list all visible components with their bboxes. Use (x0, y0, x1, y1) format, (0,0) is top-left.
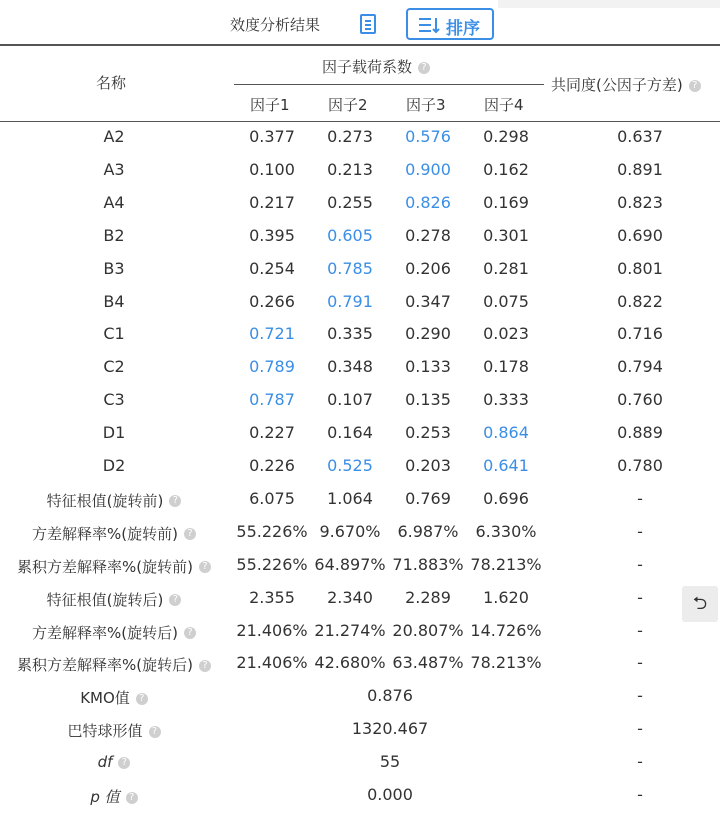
row-name: A2 (103, 127, 125, 146)
stat-value: 20.807% (392, 620, 464, 640)
help-icon[interactable]: ? (169, 495, 181, 507)
help-icon[interactable]: ? (199, 561, 211, 573)
communality-value: - (637, 620, 643, 640)
row-name: B3 (103, 258, 125, 278)
header-factor-2: 因子2 (328, 96, 368, 114)
table-row (0, 256, 720, 289)
stat-value: 6.075 (249, 488, 295, 508)
header-factor-4: 因子4 (484, 96, 524, 114)
loading-value: 0.290 (405, 324, 451, 344)
toolbar (0, 0, 720, 46)
communality-value: 0.801 (617, 258, 663, 278)
loading-value: 0.227 (249, 423, 295, 443)
loading-value: 0.178 (483, 357, 529, 377)
help-icon[interactable]: ? (184, 528, 196, 540)
table-row (0, 420, 720, 453)
table-row (0, 552, 720, 585)
communality-value: 0.891 (617, 159, 663, 179)
table-row (0, 289, 720, 322)
row-name: C3 (103, 390, 125, 410)
communality-value: 0.822 (617, 291, 663, 311)
table-row (0, 749, 720, 782)
header-name: 名称 (96, 74, 127, 92)
help-icon[interactable]: ? (126, 792, 138, 804)
stat-value: 71.883% (392, 554, 464, 574)
help-icon[interactable]: ? (136, 693, 148, 705)
table-row (0, 124, 720, 157)
stat-value: 42.680% (314, 653, 386, 673)
table-row (0, 190, 720, 223)
row-name-label: 特征根值(旋转前) (46, 491, 164, 510)
table-row (0, 321, 720, 354)
communality-value: - (637, 521, 643, 541)
loading-value: 0.254 (249, 258, 295, 278)
sort-label: 排序 (446, 19, 480, 39)
communality-value: - (637, 488, 643, 508)
help-icon[interactable]: ? (169, 594, 181, 606)
communality-value: 0.760 (617, 390, 663, 410)
loading-value: 0.075 (483, 291, 529, 311)
row-name-label: 累积方差解释率%(旋转后) (17, 656, 193, 675)
loading-value: 0.217 (249, 192, 295, 212)
table-row (0, 585, 720, 618)
table-row (0, 618, 720, 651)
communality-value: 0.780 (617, 456, 663, 475)
row-name-label: df (97, 753, 113, 772)
help-icon[interactable]: ? (149, 726, 161, 738)
row-name (0, 687, 228, 708)
stat-value: 21.406% (236, 620, 308, 640)
table-row (0, 519, 720, 552)
loading-value: 0.605 (327, 225, 373, 245)
communality-value: - (637, 686, 643, 706)
communality-value: 0.889 (617, 423, 663, 443)
row-name-label: KMO值 (80, 689, 130, 708)
loading-value: 0.133 (405, 357, 451, 377)
row-name (0, 556, 228, 577)
row-name (0, 589, 228, 610)
help-icon[interactable]: ? (689, 80, 701, 92)
loading-value: 0.789 (249, 357, 295, 377)
loading-value: 0.348 (327, 357, 373, 377)
loading-value: 0.826 (405, 192, 451, 212)
table-row (0, 223, 720, 256)
undo-arrow-icon[interactable]: ⮌ (682, 586, 718, 622)
header-loading-group-label: 因子载荷系数 (322, 58, 413, 76)
loading-value: 0.900 (405, 159, 451, 179)
row-name: A4 (103, 192, 125, 212)
table-row (0, 157, 720, 190)
loading-value: 0.253 (405, 423, 451, 443)
row-name: B2 (103, 225, 125, 245)
communality-value: - (637, 785, 643, 804)
loading-value: 0.135 (405, 390, 451, 410)
stat-value: 0.769 (405, 488, 451, 508)
loading-value: 0.169 (483, 192, 529, 212)
row-name-label: 方差解释率%(旋转后) (32, 623, 178, 642)
help-icon[interactable]: ? (184, 627, 196, 639)
table-row (0, 650, 720, 683)
stat-value: 0.696 (483, 488, 529, 508)
stat-value: 2.289 (405, 587, 451, 607)
stat-value: 6.330% (475, 521, 537, 541)
loading-value: 0.255 (327, 192, 373, 212)
test-value: 0.876 (367, 686, 413, 706)
result-title: 效度分析结果 (230, 16, 321, 34)
loading-value: 0.278 (405, 225, 451, 245)
toolbar-strip (498, 0, 720, 8)
loading-value: 0.347 (405, 291, 451, 311)
table-row (0, 453, 720, 486)
loading-value: 0.266 (249, 291, 295, 311)
loading-value: 0.787 (249, 390, 295, 410)
stat-value: 6.987% (397, 521, 459, 541)
communality-value: 0.716 (617, 324, 663, 344)
row-name-label: 方差解释率%(旋转前) (32, 524, 178, 543)
stat-value: 2.340 (327, 587, 373, 607)
stat-value: 63.487% (392, 653, 464, 673)
header-communality-label: 共同度(公因子方差) (551, 76, 683, 94)
header-loading-group (322, 56, 430, 77)
communality-value: 0.637 (617, 127, 663, 146)
row-name: A3 (103, 159, 125, 179)
table-row (0, 387, 720, 420)
test-value: 0.000 (367, 785, 413, 804)
row-name: C1 (103, 324, 125, 344)
loading-value: 0.298 (483, 127, 529, 146)
loading-value: 0.164 (327, 423, 373, 443)
header-factor-1: 因子1 (250, 96, 290, 114)
loading-value: 0.023 (483, 324, 529, 344)
loading-value: 0.226 (249, 456, 295, 475)
communality-value: - (637, 554, 643, 574)
table-row (0, 486, 720, 519)
loading-value: 0.281 (483, 258, 529, 278)
loading-value: 0.203 (405, 456, 451, 475)
stat-value: 55.226% (236, 521, 308, 541)
table-row (0, 354, 720, 387)
help-icon[interactable]: ? (199, 660, 211, 672)
loading-value: 0.785 (327, 258, 373, 278)
sort-lines-icon (417, 16, 441, 39)
loading-value: 0.525 (327, 456, 373, 475)
communality-value: - (637, 752, 643, 772)
stat-value: 55.226% (236, 554, 308, 574)
header-divider (234, 84, 544, 85)
row-name (0, 490, 228, 511)
loading-value: 0.213 (327, 159, 373, 179)
communality-value: 0.690 (617, 225, 663, 245)
stat-value: 78.213% (470, 653, 542, 673)
loading-value: 0.162 (483, 159, 529, 179)
communality-value: 0.794 (617, 357, 663, 377)
stat-value: 1.620 (483, 587, 529, 607)
stat-value: 78.213% (470, 554, 542, 574)
row-name-label: 特征根值(旋转后) (46, 590, 164, 609)
test-value: 1320.467 (351, 719, 429, 739)
loading-value: 0.301 (483, 225, 529, 245)
help-icon[interactable]: ? (118, 757, 130, 769)
loading-value: 0.206 (405, 258, 451, 278)
row-name: C2 (103, 357, 125, 377)
loading-value: 0.333 (483, 390, 529, 410)
row-name: D1 (102, 423, 126, 443)
row-name (0, 786, 228, 807)
loading-value: 0.721 (249, 324, 295, 344)
communality-value: 0.823 (617, 192, 663, 212)
row-name: D2 (102, 456, 126, 475)
row-name (0, 523, 228, 544)
communality-value: - (637, 719, 643, 739)
stat-value: 21.274% (314, 620, 386, 640)
stat-value: 14.726% (470, 620, 542, 640)
table-row (0, 716, 720, 749)
row-name (0, 753, 228, 771)
stat-value: 64.897% (314, 554, 386, 574)
row-name-label: 累积方差解释率%(旋转前) (17, 557, 193, 576)
row-name (0, 720, 228, 741)
header-factor-3: 因子3 (406, 96, 446, 114)
loading-value: 0.377 (249, 127, 295, 146)
help-icon[interactable]: ? (418, 62, 430, 74)
loading-value: 0.100 (249, 159, 295, 179)
stat-value: 1.064 (327, 488, 373, 508)
header-bottom-rule (0, 121, 720, 122)
stat-value: 2.355 (249, 587, 295, 607)
communality-value: - (637, 587, 643, 607)
loading-value: 0.107 (327, 390, 373, 410)
loading-value: 0.791 (327, 291, 373, 311)
test-value: 55 (379, 752, 401, 772)
table-row (0, 683, 720, 716)
row-name (0, 654, 228, 675)
document-icon[interactable] (358, 12, 378, 36)
header-communality (551, 74, 701, 95)
row-name-label: p 值 (90, 788, 120, 806)
loading-value: 0.576 (405, 127, 451, 146)
loading-value: 0.864 (483, 423, 529, 443)
stat-value: 9.670% (319, 521, 381, 541)
loading-value: 0.273 (327, 127, 373, 146)
stat-value: 21.406% (236, 653, 308, 673)
communality-value: - (637, 653, 643, 673)
loading-value: 0.335 (327, 324, 373, 344)
loading-value: 0.641 (483, 456, 529, 475)
table-row (0, 782, 720, 815)
row-name-label: 巴特球形值 (67, 722, 143, 741)
loading-value: 0.395 (249, 225, 295, 245)
row-name: B4 (103, 291, 125, 311)
row-name (0, 622, 228, 643)
sort-button[interactable] (406, 8, 494, 40)
